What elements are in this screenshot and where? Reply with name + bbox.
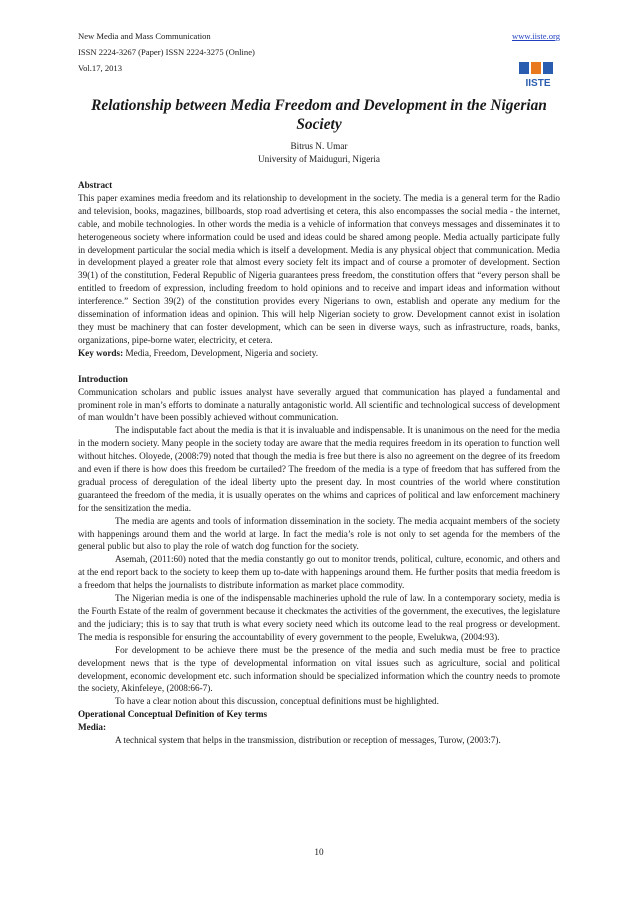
intro-paragraph: To have a clear notion about this discussion, conceptual definitions must be highlighted. (115, 696, 439, 707)
journal-name: New Media and Mass Communication (78, 31, 211, 41)
volume: Vol.17, 2013 (78, 63, 123, 73)
keywords-text: Media, Freedom, Development, Nigeria and society. (123, 347, 319, 358)
intro-paragraph: The media are agents and tools of information dissemination in the society. The media acquaint members of the society with happenings around them and the world at large. In fact the media’s role is not only to set agenda for the members of the general public but also to play the role of watch dog function for the society. (78, 515, 560, 552)
keywords-line (78, 347, 560, 360)
iiste-logo-text: IISTE (525, 78, 551, 89)
abstract-text: This paper examines media freedom and its relationship to development in the society. The media is a general term for the Radio and television, books, magazines, billboards, stop road advertising et cetera, this also encompasses the social media - the internet, cable, and mobile technologies. In other words the media is a vehicle of information that conveys messages and disseminates it to heterogeneous society where information could be used and ideas could be shared among people. Media actually participate fully in development particular the social media which is itself a development. Media is any physical object that communication. Media in development played a greater role that almost every society felt its impact and of course a promoter of development. Section 39(1) of the constitution, Federal Republic of Nigeria guarantees press freedom, the constitution offers that “every person shall be entitled to freedom of expression, including freedom to hold opinions and to receive and impart ideas and information without interference.” Section 39(2) of the constitution provides every Nigerians to own, establish and operate any medium for the dissemination of information ideas and opinion. This will help Nigerian society to grow. Development cannot exist in isolation they must be machinery that can foster development, which can be seen in diverse ways, such as infrastructure, roads, banks, organizations, pipe-borne water, electricity, et cetera. (78, 192, 560, 345)
intro-paragraph: Asemah, (2011:60) noted that the media constantly go out to monitor trends, political, culture, economic, and others and at the end report back to the society to keep them up to-date with happenings around them. He further posits that media freedom is a freedom that helps the journalists to distribute information as market place commodity. (78, 554, 560, 591)
intro-paragraph: For development to be achieve there must be the presence of the media and such media must be free to practice development news that is the type of developmental information on vital issues such as agriculture, social and political development, economic development etc. such information should be specialized information which the country needs to promote the society, Akinfeleye, (2008:66-7). (78, 644, 560, 694)
author-block (78, 140, 560, 166)
paper-body (78, 179, 560, 747)
introduction-heading: Introduction (78, 373, 128, 384)
intro-paragraph: Communication scholars and public issues analyst have severally argued that communication has played a fundamental and prominent role in man’s efforts to dominate a naturally antagonistic world. All scientific and technological success of development of man wouldn’t have been possibly achieved without communication. (78, 386, 560, 423)
author-name: Bitrus N. Umar (290, 141, 348, 151)
author-affiliation: University of Maiduguri, Nigeria (258, 154, 380, 164)
definition-media-text: A technical system that helps in the transmission, distribution or reception of messages, Turow, (2003:7). (115, 735, 501, 746)
keywords-label: Key words: (78, 347, 124, 358)
intro-paragraph: The Nigerian media is one of the indispensable machineries uphold the rule of law. In a contemporary society, media is the Fourth Estate of the realm of government because it checkmates the activities of the government, the executives, the legislature and the judiciary; this is to say that truth is what every society need which its outcome lead to the real progress or development. The media is responsible for ensuring the accountability of every government to the people, Ewelukwa, (2004:93). (78, 593, 560, 642)
iiste-logo (516, 60, 560, 90)
definitions-heading: Operational Conceptual Definition of Key terms (78, 709, 268, 720)
page-header (78, 28, 560, 98)
intro-paragraph: The indisputable fact about the media is that it is invaluable and indispensable. It is unanimous on the need for the media in the modern society. Many people in the society today are aware that the media requires freedom in its operation to function well without hitches. Oloyede, (2008:79) noted that though the media is free but there is also no agreement on the degree of its freedom and even if there is how does this freedom be curtailed? The freedom of the media is a type of freedom that has suffered from the gradual process of deregulation of the ideal liberty upto the present day. In most countries of the world where constitution guaranteed the freedom of the media, it is usually operates on the whims and caprices of political and law enforcement machinery for the sensitization the media. (78, 425, 560, 513)
page-number: 10 (314, 847, 324, 857)
abstract-heading: Abstract (78, 180, 113, 190)
paper-content (78, 96, 560, 747)
issn: ISSN 2224-3267 (Paper) ISSN 2224-3275 (Online) (78, 47, 255, 57)
definition-term-media: Media: (78, 722, 107, 733)
paper-title: Relationship between Media Freedom and Development in the Nigerian Society (91, 97, 547, 133)
journal-url-link[interactable]: www.iiste.org (512, 31, 560, 41)
